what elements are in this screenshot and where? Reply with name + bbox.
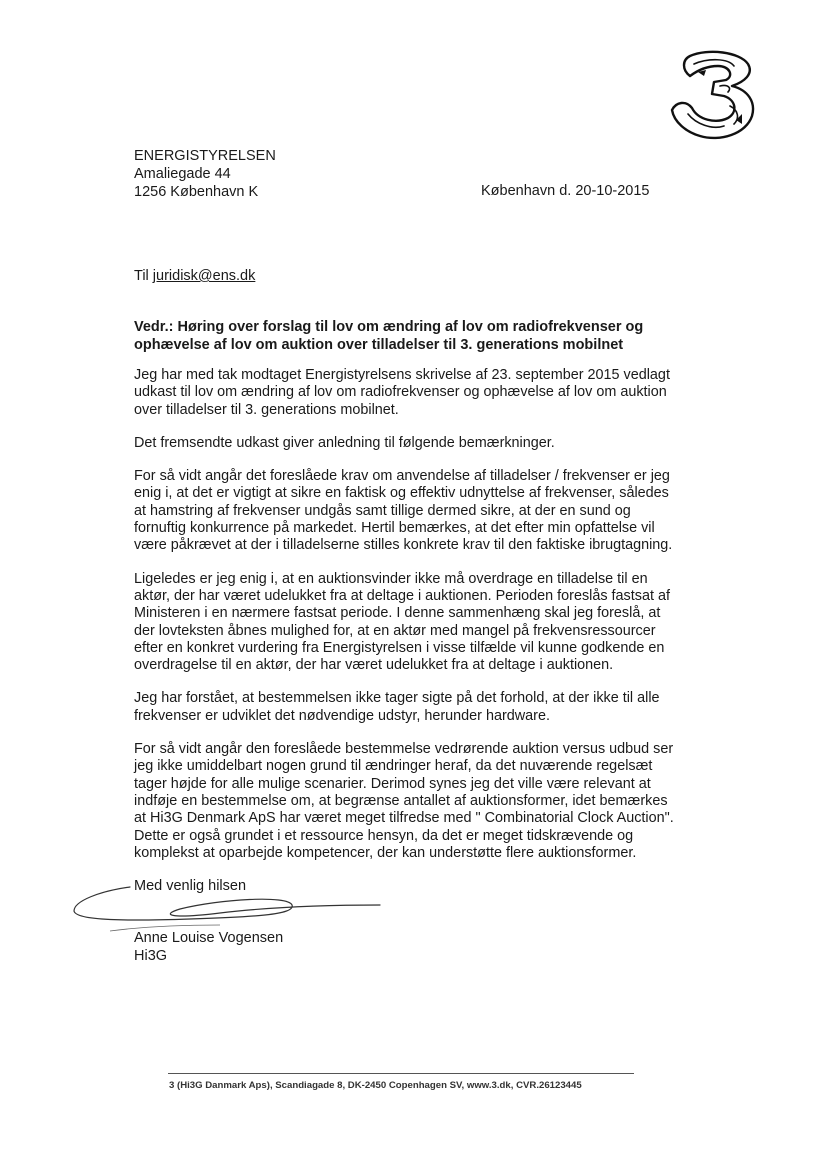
signer-block xyxy=(134,929,283,965)
body-line: udkast til lov om ændring af lov om radiofrekvenser og ophævelse af lov om auktion xyxy=(134,384,667,401)
signer-company: Hi3G xyxy=(134,948,168,964)
body-paragraph xyxy=(134,741,674,862)
body-line: efter en konkret vurdering fra Energistyrelsen i visse tilfælde vil kunne godkende en xyxy=(134,639,665,656)
footer-divider xyxy=(168,1073,634,1074)
subject-line-1: Vedr.: Høring over forslag til lov om ændring af lov om radiofrekvenser og xyxy=(134,319,644,335)
body-line: For så vidt angår den foreslåede bestemmelse vedrørende auktion versus udbud ser xyxy=(134,741,674,758)
body-line: indføje en bestemmelse om, at begrænse antallet af auktionsformer, idet bemærkes xyxy=(134,792,668,809)
footer-company-info: 3 (Hi3G Danmark Aps), Scandiagade 8, DK-2450 Copenhagen SV, www.3.dk, CVR.26123445 xyxy=(169,1080,582,1091)
body-line: Jeg har med tak modtaget Energistyrelsens skrivelse af 23. september 2015 vedlagt xyxy=(134,367,670,383)
body-line: enig i, at det er vigtigt at sikre en faktisk og effektiv udnyttelse af frekvenser, således xyxy=(134,485,669,502)
to-line xyxy=(134,268,255,284)
body-line: Jeg har forstået, at bestemmelsen ikke tager sigte på det forhold, at der ikke til alle xyxy=(134,690,660,707)
body-line: Ministeren i en nærmere fastsat periode. I denne sammenhæng skal jeg foreslå, at xyxy=(134,605,661,622)
recipient-city: 1256 København K xyxy=(134,184,259,200)
three-logo-icon xyxy=(668,50,758,142)
email-link[interactable]: juridisk@ens.dk xyxy=(152,268,256,284)
body-paragraph xyxy=(134,468,673,554)
body-line: frekvenser er udviklet det nødvendige udstyr, herunder hardware. xyxy=(134,707,550,724)
letter-body xyxy=(134,367,674,862)
body-line: jeg ikke umiddelbart nogen grund til ændringer heraf, da det nuværende regelsæt xyxy=(134,758,653,775)
body-paragraph xyxy=(134,570,670,675)
body-paragraph xyxy=(134,690,664,725)
body-line: For så vidt angår det foreslåede krav om anvendelse af tilladelser / frekvenser er jeg xyxy=(134,468,670,485)
body-line: komplekst at oparbejde kompetencer, der kan understøtte flere auktionsformer. xyxy=(134,844,637,861)
body-line: over tilladelser til 3. generations mobilnet. xyxy=(134,401,399,418)
body-line: fornuftig konkurrence på markedet. Hertil bemærkes, at det efter min opfattelse vil xyxy=(134,520,655,537)
body-line: at Hi3G Denmark ApS har været meget tilfredse med " Combinatorial Clock Auction". xyxy=(134,810,674,827)
subject-line-2: ophævelse af lov om auktion over tilladelser til 3. generations mobilnet xyxy=(134,337,624,353)
recipient-street: Amaliegade 44 xyxy=(134,166,231,182)
handwritten-signature xyxy=(70,885,390,935)
body-line: at hamstring af frekvenser undgås samt tillige dermed sikre, at der en sund og xyxy=(134,502,631,519)
body-line: Ligeledes er jeg enig i, at en auktionsvinder ikke må overdrage en tilladelse til en xyxy=(134,570,648,587)
body-paragraph xyxy=(134,367,670,419)
recipient-name: ENERGISTYRELSEN xyxy=(134,148,276,164)
body-line: Det fremsendte udkast giver anledning til følgende bemærkninger. xyxy=(134,434,555,451)
body-line: der lovteksten åbnes mulighed for, at en aktør med mangel på frekvensressourcer xyxy=(134,622,656,639)
body-line: tager højde for alle mulige scenarier. Derimod synes jeg det ville være relevant at xyxy=(134,775,651,792)
place-date: København d. 20-10-2015 xyxy=(481,183,650,199)
closing-text: Med venlig hilsen xyxy=(134,878,247,894)
subject-heading xyxy=(134,318,674,354)
recipient-address xyxy=(134,147,276,201)
signer-name: Anne Louise Vogensen xyxy=(134,930,284,946)
body-line: være påkrævet at der i tilladelserne stilles konkrete krav til den faktiske ibrugtagning. xyxy=(134,537,673,554)
body-line: Dette er også grundet i et ressource hensyn, da det er meget tidskrævende og xyxy=(134,827,634,844)
body-line: aktør, der har været udelukket fra at deltage i auktionen. Perioden foreslås fastsat af xyxy=(134,587,670,604)
to-prefix: Til xyxy=(134,268,153,284)
body-line: overdragelse til en aktør, der har været udelukket fra at deltage i auktionen. xyxy=(134,657,614,674)
body-paragraph xyxy=(134,435,664,452)
